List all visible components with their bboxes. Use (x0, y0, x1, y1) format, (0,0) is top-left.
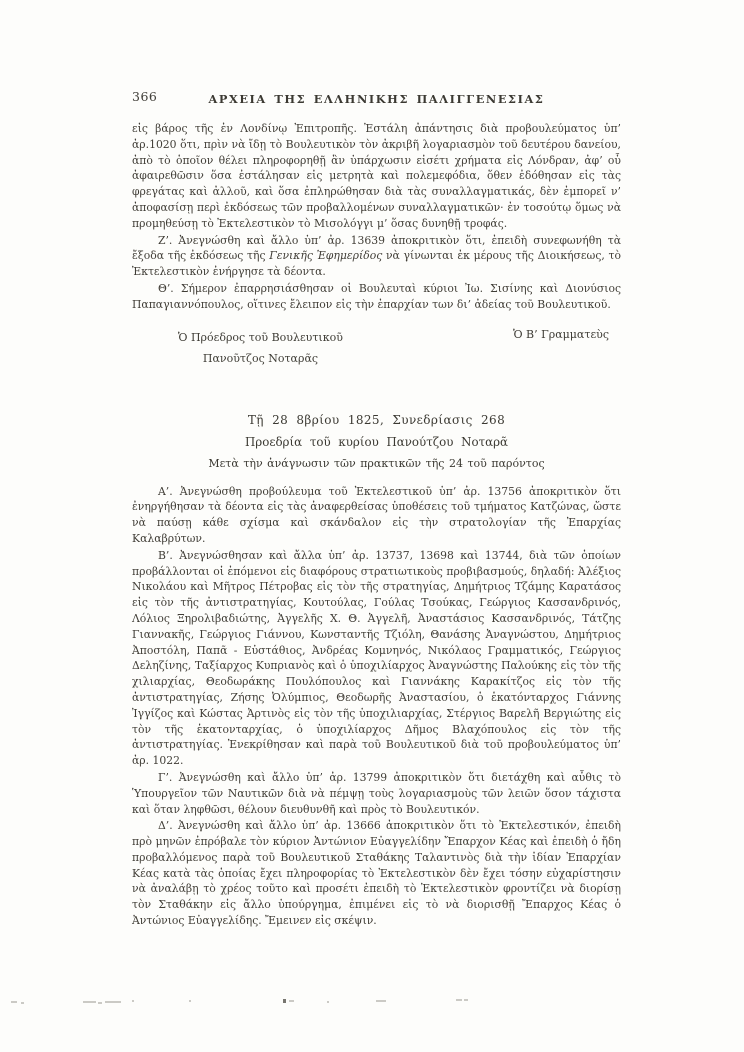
session-heading (132, 413, 621, 470)
scan-artifact (189, 1000, 191, 1002)
paragraph-item-g: Γ’. Ἀνεγνώσθη καὶ ἄλλο ὑπ’ ἀρ. 13799 ἀποκριτικὸν ὅτι διετάχθη καὶ αὖθις τὸ Ὑπουργεῖον τῶν Ναυτικῶν διὰ νὰ πέμψῃ τοὺς λογαριασμοὺς τῶν λειῶν ὅσον τάχιστα καὶ ὅταν ληφθῶσι, θέλουν διευθυνθῆ καὶ πρὸς τὸ Βουλευτικόν. (132, 770, 621, 816)
session-after-reading-line: Μετὰ τὴν ἀνάγνωσιν τῶν πρακτικῶν τῆς 24 τοῦ παρόντος (208, 456, 545, 470)
paragraph-item-z (132, 233, 621, 280)
scan-artifact (21, 1002, 24, 1004)
paragraph-item-a: Α’. Ἀνεγνώσθη προβούλευμα τοῦ Ἐκτελεστικοῦ ὑπ’ ἀρ. 13756 ἀποκριτικὸν ὅτι ἐνηργήθησαν τὰ δέοντα εἰς τὰς ἀναφερθείσας ὑποθέσεις τοῦ τμήματος Κατζώνας, ὥστε νὰ παύσῃ κάθε σχίσμα καὶ σκάνδαλον εἰς τὴν στρατολογίαν τῆς Ἐπαρχίας Καλαβρύτων. (132, 484, 621, 545)
scan-artifact (327, 1001, 329, 1003)
minutes-previous-session (132, 121, 621, 313)
scan-artifact (11, 1001, 17, 1003)
page-number: 366 (132, 89, 158, 104)
scan-artifact (464, 999, 468, 1001)
book-title: ΑΡΧΕΙΑ ΤΗΣ ΕΛΛΗΝΙΚΗΣ ΠΑΛΙΓΓΕΝΕΣΙΑΣ (208, 92, 545, 106)
session-date-line: Τῇ 28 8βρίου 1825, Συνεδρίασις 268 (247, 412, 506, 427)
scan-artifact (456, 999, 462, 1001)
paragraph-continuation: εἰς βάρος τῆς ἐν Λονδίνῳ Ἐπιτροπῆς. Ἐστάλη ἀπάντησις διὰ προβουλεύματος ὑπ’ ἀρ.1020 ὅτι, πρὶν νὰ ἴδῃ τὸ Βουλευτικὸν τὸν ἀκριβῆ λογαριασμὸν τοῦ δευτέρου δανείου, ἀπὸ τὸ ὁποῖον θέλει πληροφορηθῇ ἂν ὑπάρχωσιν εἰσέτι χρήματα εἰς Λόνδραν, ἀφ’ οὗ ἀφαιρεθῶσιν ὅσα ἐστάλησαν εἰς μετρητὰ καὶ πολεμεφόδια, ὅθεν ἐδόθησαν εἰς τὰς φρεγάτας καὶ ἀλλοῦ, καὶ ὅσα ἐπληρώθησαν διὰ τὰς συναλλαγματικάς, δὲν ἐμπορεῖ ν’ ἀποφασίσῃ περὶ ἐκδόσεως τῶν προβαλλομένων συναλλαγματικῶν· ἐν τοσούτῳ ὅμως νὰ προμηθεύσῃ τὸ Ἐκτελεστικὸν τὸ Μισολόγγι μ’ ὅσας δυνηθῇ τροφάς. (132, 122, 621, 230)
page-content (132, 88, 621, 930)
item-z-text-after: νὰ γίνωνται ἐκ μέρους τῆς Διοικήσεως, τὸ Ἐκτελεστικὸν ἐνήργησε τὰ δέοντα. (132, 249, 621, 279)
scan-artifact (289, 1000, 294, 1002)
session-items (132, 484, 621, 929)
president-signature (178, 327, 343, 369)
journal-name-italic: Γενικῆς Ἐφημερίδος (269, 249, 383, 263)
session-presidency-line: Προεδρία τοῦ κυρίου Πανούτζου Νοταρᾶ (245, 434, 508, 449)
scan-artifact (105, 1001, 121, 1003)
scan-artifact (132, 1000, 134, 1002)
running-header (132, 88, 621, 104)
president-role: Ὁ Πρόεδρος τοῦ Βουλευτικοῦ (178, 330, 343, 344)
secretary-role: Ὁ Β’ Γραμματεὺς (513, 327, 609, 341)
scan-artifact (83, 1001, 96, 1003)
scan-artifact (376, 1000, 386, 1002)
president-name: Πανοῦτζος Νοταρᾶς (202, 351, 319, 365)
scan-artifact (98, 1002, 102, 1004)
paragraph-item-d: Δ’. Ἀνεγνώσθη καὶ ἄλλο ὑπ’ ἀρ. 13666 ἀποκριτικὸν ὅτι τὸ Ἐκτελεστικόν, ἐπειδὴ πρὸ μηνῶν ἐπρόβαλε τὸν κύριον Ἀντώνιον Εὐαγγελίδην Ἔπαρχον Κέας καὶ ἐπειδὴ ὁ ἤδη προβαλλόμενος παρὰ τοῦ Βουλευτικοῦ Σταθάκης Ταλαντινὸς διὰ τὴν ἰδίαν Ἐπαρχίαν Κέας κατὰ τὰς ὁποίας ἔχει πληροφορίας τὸ Ἐκτελεστικὸν δὲν ἔχει τόσην εὐχαρίστησιν νὰ ἀναλάβῃ τὸ χρέος τοῦτο καὶ προσέτι ἐπειδὴ τὸ Ἐκτελεστικὸν φροντίζει νὰ διορίσῃ τὸν Σταθάκην εἰς ἄλλο ὑπούργημα, ἐπιμένει εἰς τὸ νὰ διορισθῇ Ἔπαρχος Κέας ὁ Ἀντώνιος Εὐαγγελίδης. Ἔμεινεν εἰς σκέψιν. (132, 819, 621, 928)
paragraph-item-b: Β’. Ἀνεγνώσθησαν καὶ ἄλλα ὑπ’ ἀρ. 13737, 13698 καὶ 13744, διὰ τῶν ὁποίων προβάλλονται οἱ ἐπόμενοι εἰς διαφόρους στρατιωτικοὺς προβιβασμούς, δηλαδή: Ἀλέξιος Νικολάου καὶ Μῆτρος Πέτροβας εἰς τὸν τῆς στρατηγίας, Δημήτριος Τζάμης Καρατάσος εἰς τὸν τῆς ἀντιστρατηγίας, Κουτούλας, Γούλας Τσούκας, Γεώργιος Κασσανδρινός, Λόλιος Ξηρολιβαδιώτης, Ἀγγελῆς Χ. Θ. Ἀγγελῆ, Ἀναστάσιος Κασσανδρινός, Τάτζης Γιαννακῆς, Γεώργιος Γιάννου, Κωνσταντῆς Τζιόλη, Θανάσης Ἀναγνώστου, Δημήτριος Ἀποστόλη, Παπᾶ - Εὐστάθιος, Ἀνδρέας Κομνηνός, Νικόλαος Γραμματικός, Γεώργιος Δεληζίνης, Ταξίαρχος Κυπριανὸς καὶ ὁ ὑποχιλίαρχος Ἀναγνώστης Παλούκης εἰς τὸν τῆς χιλιαρχίας, Θεοδωράκης Πουλόπουλος καὶ Γιαννάκης Καρακίτζος εἰς τὸν τῆς ἀντιστρατηγίας, Ζήσης Ὀλύμπιος, Θεοδωρῆς Ἀναστασίου, ὁ ἑκατόνταρχος Γιάννης Ἰγγίζος καὶ Κώστας Ἀρτινὸς εἰς τὸν τῆς ὑποχιλιαρχίας, Στέργιος Βαρελῆ Βεργιώτης εἰς τὸν τῆς ἑκατονταρχίας, ὁ ὑποχιλίαρχος Δῆμος Βλαχόπουλος εἰς τὸν τῆς ἀντιστρατηγίας. Ἐνεκρίθησαν καὶ παρὰ τοῦ Βουλευτικοῦ διὰ τοῦ προβουλεύματος ὑπ’ ἀρ. 1022. (132, 548, 621, 768)
signature-block (132, 327, 621, 369)
scan-artifact (283, 999, 286, 1003)
paragraph-item-th: Θ’. Σήμερον ἐπαρρησιάσθησαν οἱ Βουλευταὶ κύριοι Ἰω. Σισίνης καὶ Διονύσιος Παπαγιαννόπουλος, οἵτινες ἔλειπον εἰς τὴν ἐπαρχίαν των δι’ ἀδείας τοῦ Βουλευτικοῦ. (132, 281, 621, 311)
item-z-text-before: Ζ’. Ἀνεγνώσθη καὶ ἄλλο ὑπ’ ἀρ. 13639 ἀποκριτικὸν ὅτι, ἐπειδὴ συνεφωνήθη τὰ ἔξοδα τῆς ἐκδόσεως τῆς (132, 233, 621, 263)
